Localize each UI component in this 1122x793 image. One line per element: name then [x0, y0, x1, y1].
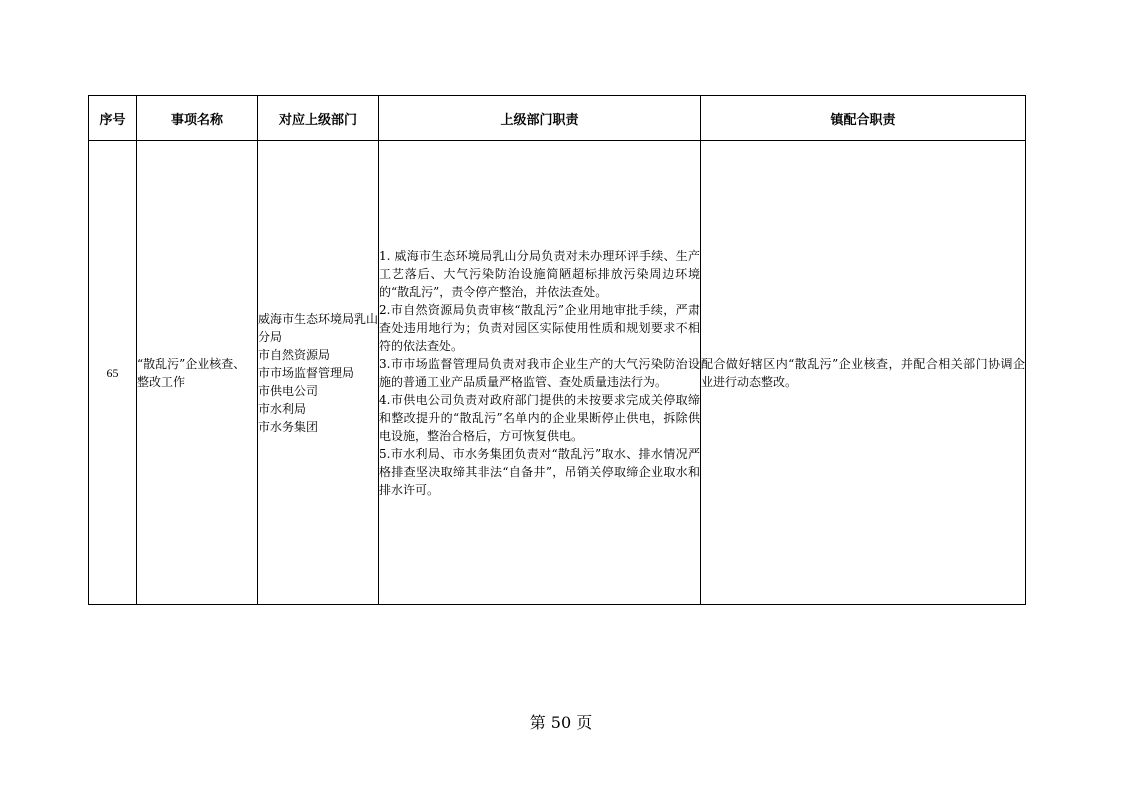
- cell-dept-duty: [379, 141, 701, 605]
- page-number: 第 50 页: [529, 713, 593, 732]
- duty-item: 1. 威海市生态环境局乳山分局负责对未办理环评手续、生产工艺落后、大气污染防治设施简陋超标排放污染周边环境的“散乱污”，责令停产整治，并依法查处。: [379, 248, 700, 299]
- table-row: [89, 141, 1026, 605]
- dept-line: 市水务集团: [258, 419, 319, 434]
- cell-seq: 65: [89, 141, 137, 605]
- header-dept: 对应上级部门: [258, 96, 379, 141]
- cell-item-name: “散乱污”企业核查、整改工作: [137, 141, 258, 605]
- duty-item: 2.市自然资源局负责审核“散乱污”企业用地审批手续，严肃查处违用地行为；负责对园区实际使用性质和规划要求不相符的依法查处。: [379, 302, 700, 353]
- dept-line: 市自然资源局: [258, 347, 331, 362]
- duty-item: 4.市供电公司负责对政府部门提供的未按要求完成关停取缔和整改提升的“散乱污”名单内的企业果断停止供电，拆除供电设施，整治合格后，方可恢复供电。: [379, 392, 700, 443]
- table-header-row: [89, 96, 1026, 141]
- header-item-name: 事项名称: [137, 96, 258, 141]
- duty-item: 3.市市场监督管理局负责对我市企业生产的大气污染防治设施的普通工业产品质量严格监管、查处质量违法行为。: [379, 356, 700, 389]
- cell-dept: [258, 141, 379, 605]
- header-dept-duty: 上级部门职责: [379, 96, 701, 141]
- header-seq: 序号: [89, 96, 137, 141]
- dept-line: 市供电公司: [258, 383, 319, 398]
- cell-town-duty: 配合做好辖区内“散乱污”企业核查，并配合相关部门协调企业进行动态整改。: [701, 141, 1026, 605]
- duty-item: 5.市水利局、市水务集团负责对“散乱污”取水、排水情况严格排查坚决取缔其非法“自备井”，吊销关停取缔企业取水和排水许可。: [379, 446, 700, 497]
- responsibility-table: [88, 95, 1026, 605]
- dept-line: 市市场监督管理局: [258, 365, 355, 380]
- header-town-duty: 镇配合职责: [701, 96, 1026, 141]
- dept-line: 威海市生态环境局乳山分局: [258, 311, 379, 344]
- dept-line: 市水利局: [258, 401, 307, 416]
